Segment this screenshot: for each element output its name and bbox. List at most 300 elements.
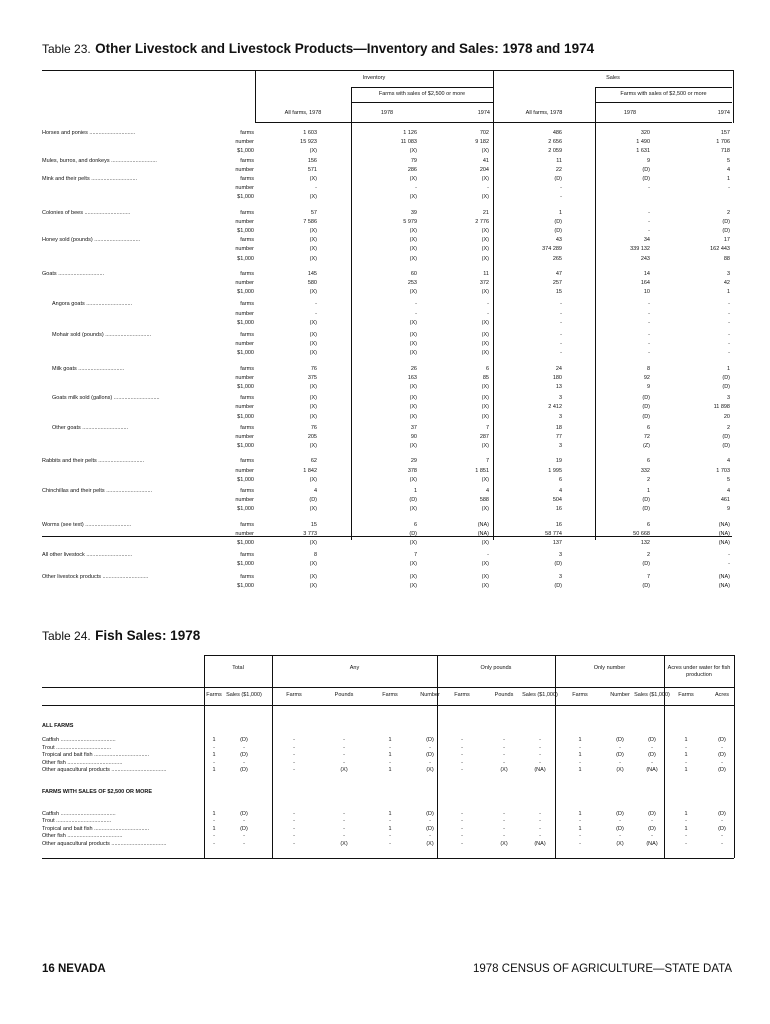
table-cell: 3 <box>558 552 562 559</box>
sales-sub-header: Farms with sales of $2,500 or more <box>620 91 707 97</box>
t24-cell: (D) <box>240 752 248 758</box>
table-cell: 2 776 <box>475 218 489 225</box>
table-cell: - <box>648 319 650 326</box>
table-cell: (X) <box>409 176 417 182</box>
table-cell: 41 <box>482 157 489 164</box>
table-cell: (NA) <box>477 521 489 528</box>
t24-cell: - <box>461 825 463 832</box>
table-cell: 4 <box>558 488 562 494</box>
t24-cell: 1 <box>388 752 392 758</box>
table-cell: 8 <box>646 365 650 372</box>
table-cell: 6 <box>646 521 650 528</box>
table-cell: - <box>728 552 730 559</box>
t24-cell: 1 <box>684 825 688 832</box>
table-cell: 11 083 <box>400 139 417 146</box>
t24-cell: - <box>293 737 295 743</box>
table-cell: (X) <box>481 341 489 348</box>
table-cell: 1 <box>726 289 730 296</box>
row-unit: farms <box>240 157 254 164</box>
table-cell: 2 <box>646 552 650 559</box>
table-cell: - <box>648 209 650 216</box>
table-cell: 19 <box>555 458 562 465</box>
table-cell: (X) <box>481 540 489 546</box>
t24-cell: - <box>243 759 245 766</box>
t24-cell: - <box>389 759 391 766</box>
table-cell: 718 <box>720 148 730 155</box>
row-unit: $1,000 <box>237 384 254 390</box>
t24-cell: - <box>539 737 541 743</box>
t24-cell: - <box>343 833 345 839</box>
table-cell: (X) <box>481 443 489 450</box>
table-cell: 3 <box>558 573 562 580</box>
t24-cell: 1 <box>388 767 392 773</box>
table-cell: - <box>728 319 730 326</box>
table-cell: - <box>648 301 650 308</box>
table-cell: 4 <box>313 488 317 494</box>
t24-row-label: Trout .................................... <box>42 818 112 824</box>
table-cell: (X) <box>409 506 417 513</box>
t24-cell: (D) <box>240 810 248 817</box>
table-cell: (X) <box>309 332 317 338</box>
t24-cell: - <box>503 752 505 758</box>
table-cell: 6 <box>646 458 650 465</box>
table-cell: - <box>728 332 730 338</box>
table-cell: 26 <box>410 365 417 372</box>
table-cell: (X) <box>409 332 417 338</box>
t24-subheader: Number <box>610 692 630 698</box>
row-unit: farms <box>240 130 254 136</box>
t24-cell: 1 <box>388 810 392 817</box>
table-cell: 257 <box>552 280 562 286</box>
table-cell: - <box>560 301 562 308</box>
t24-cell: - <box>651 759 653 766</box>
t24-cell: - <box>243 818 245 824</box>
t24-cell: - <box>343 759 345 766</box>
table-cell: 2 059 <box>548 148 562 155</box>
t24-section-title: ALL FARMS <box>42 723 74 729</box>
t24-subheader: Farms <box>454 692 470 698</box>
table-cell: 2 <box>726 424 730 431</box>
table-cell: - <box>728 341 730 348</box>
t24-cell: 1 <box>212 810 216 817</box>
t24-cell: - <box>293 744 295 751</box>
table-cell: (X) <box>309 319 317 326</box>
row-label: Mohair sold (pounds) .............................. <box>52 332 152 338</box>
t24-cell: - <box>721 833 723 839</box>
table-cell: (X) <box>309 176 317 182</box>
table-cell: 22 <box>555 166 562 173</box>
table23 <box>42 70 732 589</box>
row-unit: $1,000 <box>237 582 254 589</box>
table-cell: 286 <box>407 166 417 173</box>
t24-cell: - <box>579 744 581 751</box>
t24-cell: - <box>293 825 295 832</box>
table-cell: 16 <box>555 521 562 528</box>
table-cell: (X) <box>409 341 417 348</box>
table-cell: (X) <box>309 384 317 390</box>
table-cell: 1 706 <box>716 139 730 146</box>
table-cell: (X) <box>409 319 417 326</box>
t24-cell: (D) <box>648 825 656 832</box>
t24-cell: 1 <box>212 737 216 743</box>
t24-cell: - <box>213 833 215 839</box>
t24-cell: - <box>685 818 687 824</box>
t24-subheader: Sales ($1,000) <box>634 692 670 698</box>
row-unit: farms <box>240 573 254 580</box>
table-cell: 6 <box>558 476 562 483</box>
table-cell: 287 <box>479 434 489 440</box>
table-cell: 29 <box>410 458 417 465</box>
t24-cell: - <box>429 818 431 824</box>
table-cell: (X) <box>409 350 417 357</box>
sales-1978-header: 1978 <box>623 110 637 116</box>
table-cell: (X) <box>481 237 489 244</box>
table-cell: 164 <box>640 280 650 286</box>
t24-cell: (X) <box>500 840 508 847</box>
table-cell: (X) <box>309 443 317 450</box>
table-cell: - <box>560 194 562 201</box>
t24-cell: - <box>243 840 245 847</box>
table-cell: - <box>648 350 650 357</box>
table-cell: - <box>415 185 417 192</box>
table23-label: Table 23. <box>42 42 91 56</box>
table-cell: (X) <box>309 289 317 296</box>
sales-sub-rule <box>595 87 732 88</box>
table24-title <box>42 627 200 645</box>
row-label: All other livestock .............................. <box>42 552 133 559</box>
table-cell: 504 <box>552 497 562 504</box>
table-cell: 1 995 <box>548 467 562 474</box>
t24-row-label: Trout .................................... <box>42 744 112 751</box>
t24-subheader: Sales ($1,000) <box>226 692 262 698</box>
inv-sub-rule <box>351 87 493 88</box>
table-cell: - <box>560 341 562 348</box>
table-cell: (D) <box>642 561 650 568</box>
table-cell: 76 <box>310 424 317 431</box>
table-cell: (D) <box>409 497 417 504</box>
table-cell: 162 443 <box>710 246 730 253</box>
t24-cell: 1 <box>388 737 392 743</box>
t24-subheader: Farms <box>206 692 222 698</box>
row-label: Milk goats .............................. <box>52 365 125 372</box>
col-divider-inv <box>351 87 352 540</box>
t24-cell: (X) <box>616 840 624 847</box>
table-cell: (D) <box>554 218 562 225</box>
table-cell: - <box>315 185 317 192</box>
t24-cell: 1 <box>578 767 582 773</box>
table-cell: (X) <box>309 194 317 201</box>
table-cell: 132 <box>640 540 650 546</box>
t24-bottom-rule <box>42 858 734 859</box>
table-cell: (X) <box>309 540 317 546</box>
table-cell: 6 <box>485 365 489 372</box>
table-cell: (D) <box>642 582 650 589</box>
table-cell: (NA) <box>718 573 730 580</box>
table-cell: (D) <box>722 218 730 225</box>
table-cell: 3 <box>558 443 562 450</box>
t24-cell: - <box>539 833 541 839</box>
t24-cell: (D) <box>648 810 656 817</box>
table-cell: 4 <box>726 458 730 465</box>
table-cell: 204 <box>479 166 489 173</box>
row-label: Other livestock products .............................. <box>42 573 149 580</box>
table-cell: 15 923 <box>300 139 317 146</box>
table-cell: 1 603 <box>303 130 317 136</box>
table24 <box>42 655 734 860</box>
table-cell: (D) <box>642 404 650 411</box>
t24-cell: 1 <box>578 825 582 832</box>
table-cell: 20 <box>723 413 730 420</box>
table-cell: 1 490 <box>636 139 650 146</box>
t24-cell: 1 <box>212 767 216 773</box>
t24-cell: - <box>213 744 215 751</box>
table-cell: 79 <box>410 157 417 164</box>
table-cell: (X) <box>481 350 489 357</box>
table-cell: 11 <box>556 157 562 164</box>
t24-cell: - <box>579 818 581 824</box>
table-cell: 2 656 <box>548 139 562 146</box>
table-cell: 1 <box>558 209 562 216</box>
table-cell: 18 <box>555 424 562 431</box>
t24-cell: (D) <box>648 737 656 743</box>
table-cell: - <box>487 552 489 559</box>
t24-cell: - <box>579 759 581 766</box>
table-cell: - <box>648 218 650 225</box>
row-unit: $1,000 <box>237 506 254 513</box>
t24-row-label: Other fish .................................... <box>42 833 123 839</box>
t24-subheader: Farms <box>572 692 588 698</box>
table-cell: 339 132 <box>630 246 650 253</box>
t24-cell: - <box>389 833 391 839</box>
t24-subheader: Number <box>420 692 440 698</box>
table-cell: (X) <box>309 561 317 568</box>
table-cell: (X) <box>409 148 417 155</box>
row-unit: $1,000 <box>237 289 254 296</box>
t24-top-rule <box>204 655 734 656</box>
table-cell: 3 <box>558 413 562 420</box>
table-cell: (X) <box>309 573 317 580</box>
t24-cell: - <box>343 818 345 824</box>
inv-sub-header: Farms with sales of $2,500 or more <box>378 91 466 97</box>
table-cell: 15 <box>555 289 562 296</box>
t24-cell: - <box>213 759 215 766</box>
table-cell: (X) <box>309 237 317 244</box>
sales-year-rule <box>595 102 732 103</box>
table-cell: (D) <box>642 176 650 182</box>
t24-head-rule <box>42 687 734 688</box>
t24-cell: - <box>461 744 463 751</box>
table-cell: 92 <box>643 374 650 381</box>
table-cell: (D) <box>554 582 562 589</box>
table-cell: - <box>560 332 562 338</box>
table-cell: 137 <box>552 540 562 546</box>
t24-cell: - <box>539 759 541 766</box>
table-cell: 7 <box>485 424 489 431</box>
table-cell: (X) <box>309 255 317 262</box>
t24-cell: (NA) <box>646 767 658 773</box>
table-cell: (X) <box>481 561 489 568</box>
table-cell: (X) <box>481 228 489 234</box>
table-cell: 85 <box>482 374 489 381</box>
table-cell: 4 <box>726 488 730 494</box>
table-cell: - <box>728 561 730 568</box>
t24-cell: - <box>429 759 431 766</box>
t24-cell: (X) <box>426 767 434 773</box>
table-cell: (X) <box>309 350 317 357</box>
t24-cell: - <box>343 825 345 832</box>
row-unit: farms <box>240 176 254 182</box>
table-cell: 3 773 <box>303 530 317 537</box>
table-cell: (X) <box>481 332 489 338</box>
table-cell: (D) <box>642 413 650 420</box>
t24-cell: (D) <box>718 737 726 743</box>
table-cell: 15 <box>310 521 317 528</box>
table-cell: (D) <box>642 166 650 173</box>
table-cell: 588 <box>479 497 489 504</box>
table-cell: 10 <box>643 289 650 296</box>
table-cell: (NA) <box>718 582 730 589</box>
t24-cell: - <box>389 744 391 751</box>
table-cell: (X) <box>481 413 489 420</box>
t24-cell: - <box>619 759 621 766</box>
table-cell: (X) <box>409 384 417 390</box>
table-cell: 375 <box>307 374 317 381</box>
table-cell: (D) <box>722 374 730 381</box>
table-cell: - <box>648 341 650 348</box>
t24-cell: 1 <box>684 737 688 743</box>
row-unit: number <box>235 467 254 474</box>
row-label: Mules, burros, and donkeys .............................. <box>42 157 157 164</box>
table-cell: 1 <box>646 488 650 494</box>
row-label: Colonies of bees .............................. <box>42 209 131 216</box>
row-unit: $1,000 <box>237 194 254 201</box>
table-cell: 163 <box>407 374 417 381</box>
t24-cell: (X) <box>340 767 348 773</box>
table-cell: (NA) <box>718 540 730 546</box>
row-label: Goats .............................. <box>42 270 105 277</box>
t24-cell: (X) <box>616 767 624 773</box>
t24-subheader: Farms <box>678 692 694 698</box>
table-cell: 9 <box>726 506 730 513</box>
t24-row-label: Tropical and bait fish .................................... <box>42 825 150 832</box>
table-cell: 7 <box>646 573 650 580</box>
table-cell: 1 <box>726 365 730 372</box>
t24-cell: - <box>539 752 541 758</box>
t24-cell: 1 <box>684 767 688 773</box>
table-cell: 156 <box>307 157 317 164</box>
table-cell: (X) <box>409 228 417 234</box>
t24-cell: (D) <box>616 737 624 743</box>
row-label: Rabbits and their pelts .............................. <box>42 458 145 465</box>
t24-cell: - <box>213 840 215 847</box>
table-cell: (D) <box>554 176 562 182</box>
table-cell: - <box>315 310 317 317</box>
t24-cell: - <box>503 833 505 839</box>
t24-cell: - <box>503 810 505 817</box>
row-unit: number <box>235 404 254 411</box>
t24-cell: (D) <box>616 825 624 832</box>
t24-cell: - <box>685 840 687 847</box>
row-unit: $1,000 <box>237 443 254 450</box>
table-cell: - <box>415 310 417 317</box>
table-cell: 6 <box>413 521 417 528</box>
table-cell: 378 <box>407 467 417 474</box>
table-cell: 1 <box>726 176 730 182</box>
table-cell: - <box>560 319 562 326</box>
t24-cell: 1 <box>388 825 392 832</box>
table-cell: 580 <box>307 280 317 286</box>
t24-cell: - <box>651 744 653 751</box>
table-cell: (X) <box>481 194 489 201</box>
row-unit: number <box>235 497 254 504</box>
table-cell: (X) <box>481 176 489 182</box>
t24-cell: - <box>293 810 295 817</box>
table-cell: 72 <box>643 434 650 440</box>
row-unit: number <box>235 246 254 253</box>
table-cell: (X) <box>409 443 417 450</box>
table-cell: 5 <box>726 157 730 164</box>
table-cell: 157 <box>720 130 730 136</box>
t24-cell: - <box>619 744 621 751</box>
table-cell: (X) <box>309 228 317 234</box>
table-cell: - <box>728 185 730 192</box>
table-cell: 11 <box>483 270 489 277</box>
table-cell: 62 <box>310 458 317 465</box>
t24-cell: 1 <box>212 825 216 832</box>
table-cell: (NA) <box>718 521 730 528</box>
table-cell: 43 <box>555 237 562 244</box>
t24-cell: (D) <box>718 810 726 817</box>
table-cell: - <box>560 350 562 357</box>
row-unit: number <box>235 185 254 192</box>
table-cell: (X) <box>481 148 489 155</box>
table-cell: 1 851 <box>475 467 489 474</box>
t24-cell: - <box>579 840 581 847</box>
table-cell: 4 <box>485 488 489 494</box>
table-cell: 372 <box>479 280 489 286</box>
t24-cell: - <box>429 744 431 751</box>
table-cell: 1 631 <box>636 148 650 155</box>
table-cell: 486 <box>552 130 562 136</box>
table-cell: - <box>648 228 650 234</box>
t24-row-label: Catfish .................................... <box>42 810 116 817</box>
table-cell: 39 <box>410 209 417 216</box>
page-number-footer: 16 NEVADA <box>42 963 106 975</box>
t24-cell: - <box>389 840 391 847</box>
table-cell: (X) <box>481 573 489 580</box>
row-unit: $1,000 <box>237 540 254 546</box>
table-cell: (X) <box>481 384 489 390</box>
t24-cell: - <box>721 759 723 766</box>
t24-subheader: Acres <box>714 692 730 698</box>
t24-cell: (D) <box>240 825 248 832</box>
table-cell: (X) <box>309 148 317 155</box>
table-cell: 461 <box>720 497 730 504</box>
table-cell: (D) <box>409 530 417 537</box>
table-cell: (X) <box>409 476 417 483</box>
table24-label: Table 24. <box>42 629 91 643</box>
row-unit: farms <box>240 488 254 494</box>
t24-cell: (D) <box>426 810 434 817</box>
row-unit: number <box>235 310 254 317</box>
row-label: Horses and ponies .............................. <box>42 130 136 136</box>
table-cell: (X) <box>309 404 317 411</box>
sales-header: Sales <box>606 75 620 81</box>
t24-cell: (D) <box>648 752 656 758</box>
t24-group-header: Any <box>349 665 360 671</box>
row-unit: number <box>235 434 254 440</box>
row-unit: number <box>235 374 254 381</box>
